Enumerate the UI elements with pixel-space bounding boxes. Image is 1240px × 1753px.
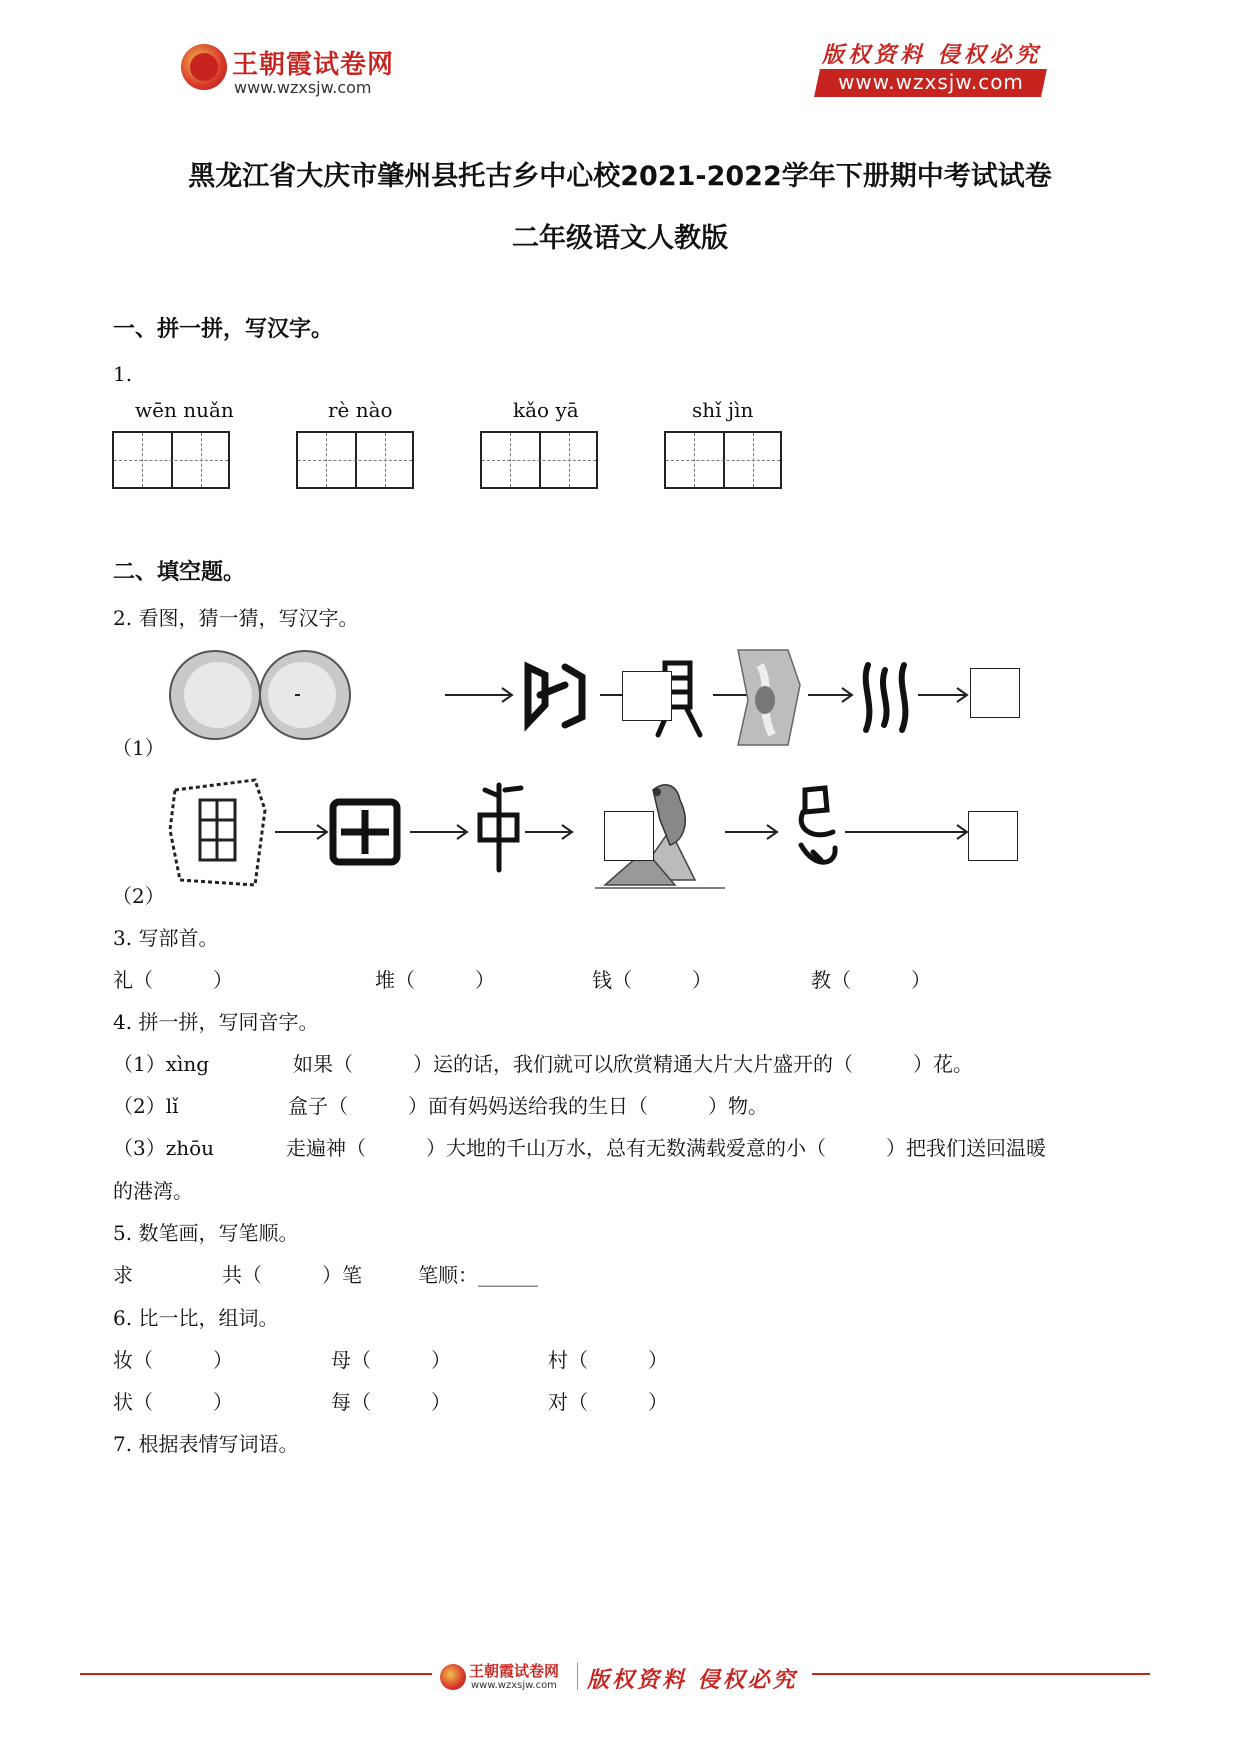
compare-item[interactable]: 对（ ） (548, 1390, 668, 1414)
homophone-label: （1）xìng (113, 1052, 210, 1076)
homophone-sentence-cont: 的港湾。 (113, 1179, 193, 1203)
section-heading: 一、拼一拼，写汉字。 (113, 317, 334, 342)
tianzige-answer-box[interactable] (480, 431, 598, 489)
footer-divider (812, 1673, 1150, 1675)
tianzige-answer-box[interactable] (296, 431, 414, 489)
pinyin-label: rè nào (328, 398, 393, 422)
homophone-label: （3）zhōu (113, 1136, 215, 1160)
stream-picture-icon (738, 650, 800, 745)
radical-item[interactable]: 钱（ ） (592, 968, 712, 992)
radical-item[interactable]: 堆（ ） (375, 968, 495, 992)
footer-separator (577, 1662, 578, 1690)
compare-item[interactable]: 母（ ） (331, 1348, 451, 1372)
seal-zhong-glyph-icon (480, 785, 521, 870)
question-prompt: 7. 根据表情写词语。 (113, 1432, 299, 1456)
oracle-chuan-glyph-icon (866, 665, 906, 730)
stroke-count[interactable]: 共（ ）笔 (222, 1263, 362, 1287)
question-prompt: 3. 写部首。 (113, 926, 219, 950)
oracle-bei-glyph-icon (528, 667, 582, 725)
question-prompt: 4. 拼一拼，写同音字。 (113, 1010, 319, 1034)
pinyin-label: kǎo yā (513, 398, 579, 422)
exam-title: 黑龙江省大庆市肇州县托古乡中心校2021-2022学年下册期中考试试卷 (188, 161, 1052, 192)
answer-box[interactable] (970, 668, 1020, 718)
pinyin-label: shǐ jìn (692, 398, 754, 422)
question-prompt: 2. 看图，猜一猜，写汉字。 (113, 606, 359, 630)
copyright-notice: 版权资料 侵权必究 (822, 42, 1042, 68)
logo-name: 王朝霞试卷网 (232, 50, 395, 80)
logo-emblem-icon (181, 44, 227, 90)
tianzige-answer-box[interactable] (664, 431, 782, 489)
subquestion-label: （1） (112, 736, 165, 760)
logo-url: www.wzxsjw.com (234, 78, 372, 97)
tianzige-answer-box[interactable] (112, 431, 230, 489)
shell-picture-icon (170, 651, 350, 739)
homophone-sentence[interactable]: 如果（ ）运的话，我们就可以欣赏精通大片大片盛开的（ ）花。 (293, 1052, 973, 1076)
section-heading: 二、填空题。 (113, 560, 246, 585)
footer-logo-name: 王朝霞试卷网 (469, 1662, 560, 1680)
question-prompt: 6. 比一比，组词。 (113, 1306, 279, 1330)
subquestion-label: （2） (112, 884, 165, 908)
exam-subtitle: 二年级语文人教版 (512, 223, 728, 254)
footer-logo-icon (440, 1664, 466, 1690)
stroke-char: 求 (113, 1263, 133, 1287)
radical-item[interactable]: 礼（ ） (113, 968, 233, 992)
question-number: 1. (113, 362, 133, 386)
compare-item[interactable]: 妆（ ） (113, 1348, 233, 1372)
pinyin-label: wēn nuǎn (135, 398, 234, 422)
picture-evolution-row (165, 770, 1035, 895)
compare-item[interactable]: 状（ ） (113, 1390, 233, 1414)
seal-niao-glyph-icon (801, 788, 835, 862)
footer-copyright: 版权资料 侵权必究 (587, 1667, 798, 1693)
homophone-sentence[interactable]: 盒子（ ）面有妈妈送给我的生日（ ）物。 (288, 1094, 768, 1118)
oracle-zhong-glyph-icon (333, 802, 397, 862)
compare-item[interactable]: 村（ ） (548, 1348, 668, 1372)
stroke-order[interactable]: 笔顺：______ (418, 1263, 538, 1287)
question-prompt: 5. 数笔画，写笔顺。 (113, 1221, 299, 1245)
answer-box[interactable] (604, 811, 654, 861)
homophone-sentence[interactable]: 走遍神（ ）大地的千山万水，总有无数满载爱意的小（ ）把我们送回温暖 (286, 1136, 1046, 1160)
compare-item[interactable]: 每（ ） (331, 1390, 451, 1414)
radical-item[interactable]: 教（ ） (811, 968, 931, 992)
footer-divider (80, 1673, 432, 1675)
url-bar-text: www.wzxsjw.com (838, 70, 1024, 94)
picture-evolution-row (160, 645, 1030, 755)
homophone-label: （2）lǐ (113, 1094, 179, 1118)
answer-box[interactable] (622, 671, 672, 721)
footer-logo-url: www.wzxsjw.com (471, 1680, 557, 1691)
answer-box[interactable] (968, 811, 1018, 861)
flag-drum-picture-icon (170, 780, 265, 885)
